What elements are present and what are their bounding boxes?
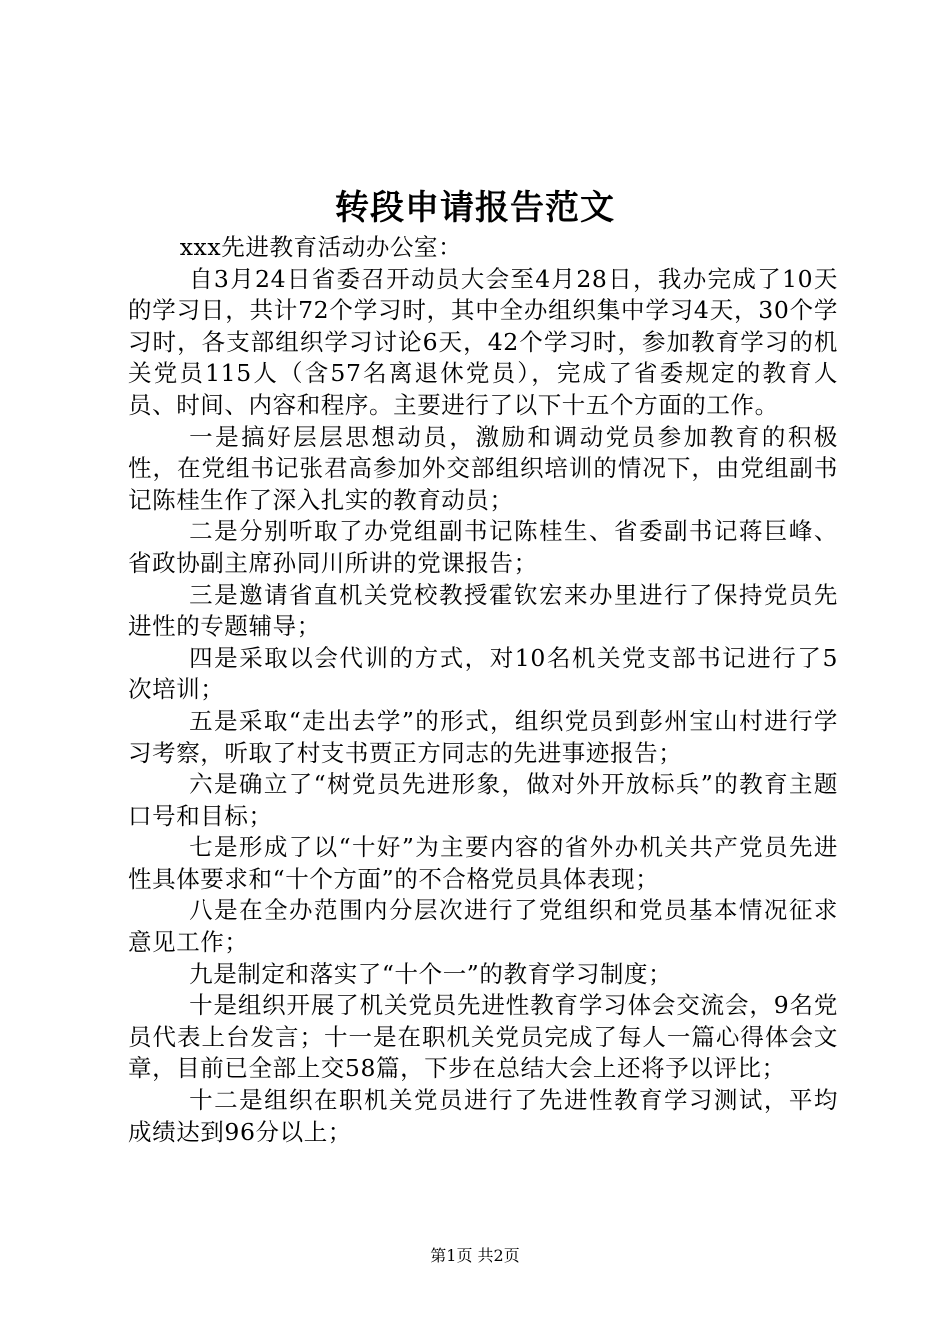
- paragraph-item-7: 七是形成了以“十好”为主要内容的省外办机关共产党员先进性具体要求和“十个方面”的不合格党员具体表现；: [128, 833, 838, 893]
- document-body: [128, 232, 838, 1148]
- paragraph-item-12: 十二是组织在职机关党员进行了先进性教育学习测试，平均成绩达到96分以上；: [128, 1086, 838, 1146]
- paragraph-item-1: 一是搞好层层思想动员，激励和调动党员参加教育的积极性，在党组书记张君高参加外交部组织培训的情况下，由党组副书记陈桂生作了深入扎实的教育动员；: [128, 422, 838, 514]
- paragraph-item-4: 四是采取以会代训的方式，对10名机关党支部书记进行了5次培训；: [128, 643, 838, 704]
- page-number-footer: 第1页 共2页: [430, 1246, 520, 1265]
- paragraph-item-8: 八是在全办范围内分层次进行了党组织和党员基本情况征求意见工作；: [128, 896, 838, 957]
- paragraph-item-2: 二是分别听取了办党组副书记陈桂生、省委副书记蒋巨峰、省政协副主席孙同川所讲的党课报告；: [128, 517, 838, 577]
- paragraph-item-5: 五是采取“走出去学”的形式，组织党员到彭州宝山村进行学习考察，听取了村支书贾正方同志的先进事迹报告；: [128, 706, 838, 767]
- salutation: xxx先进教育活动办公室：: [179, 233, 463, 261]
- paragraph-item-10-11: 十是组织开展了机关党员先进性教育学习体会交流会，9名党员代表上台发言；十一是在职机关党员完成了每人一篇心得体会文章，目前已全部上交58篇，下步在总结大会上还将予以评比；: [128, 991, 838, 1083]
- paragraph-item-9: 九是制定和落实了“十个一”的教育学习制度；: [189, 959, 673, 988]
- paragraph-intro: 自3月24日省委召开动员大会至4月28日，我办完成了10天的学习日，共计72个学习时，其中全办组织集中学习4天，30个学习时，各支部组织学习讨论6天，42个学习时，参加教育学习的机关党员115人（含57名离退休党员），完成了省委规定的教育人员、时间、内容和程序。主要进行了以下十五个方面的工作。: [128, 264, 838, 419]
- paragraph-item-3: 三是邀请省直机关党校教授霍钦宏来办里进行了保持党员先进性的专题辅导；: [128, 580, 838, 641]
- document-title: 转段申请报告范文: [335, 188, 615, 228]
- paragraph-item-6: 六是确立了“树党员先进形象，做对外开放标兵”的教育主题口号和目标；: [128, 770, 838, 830]
